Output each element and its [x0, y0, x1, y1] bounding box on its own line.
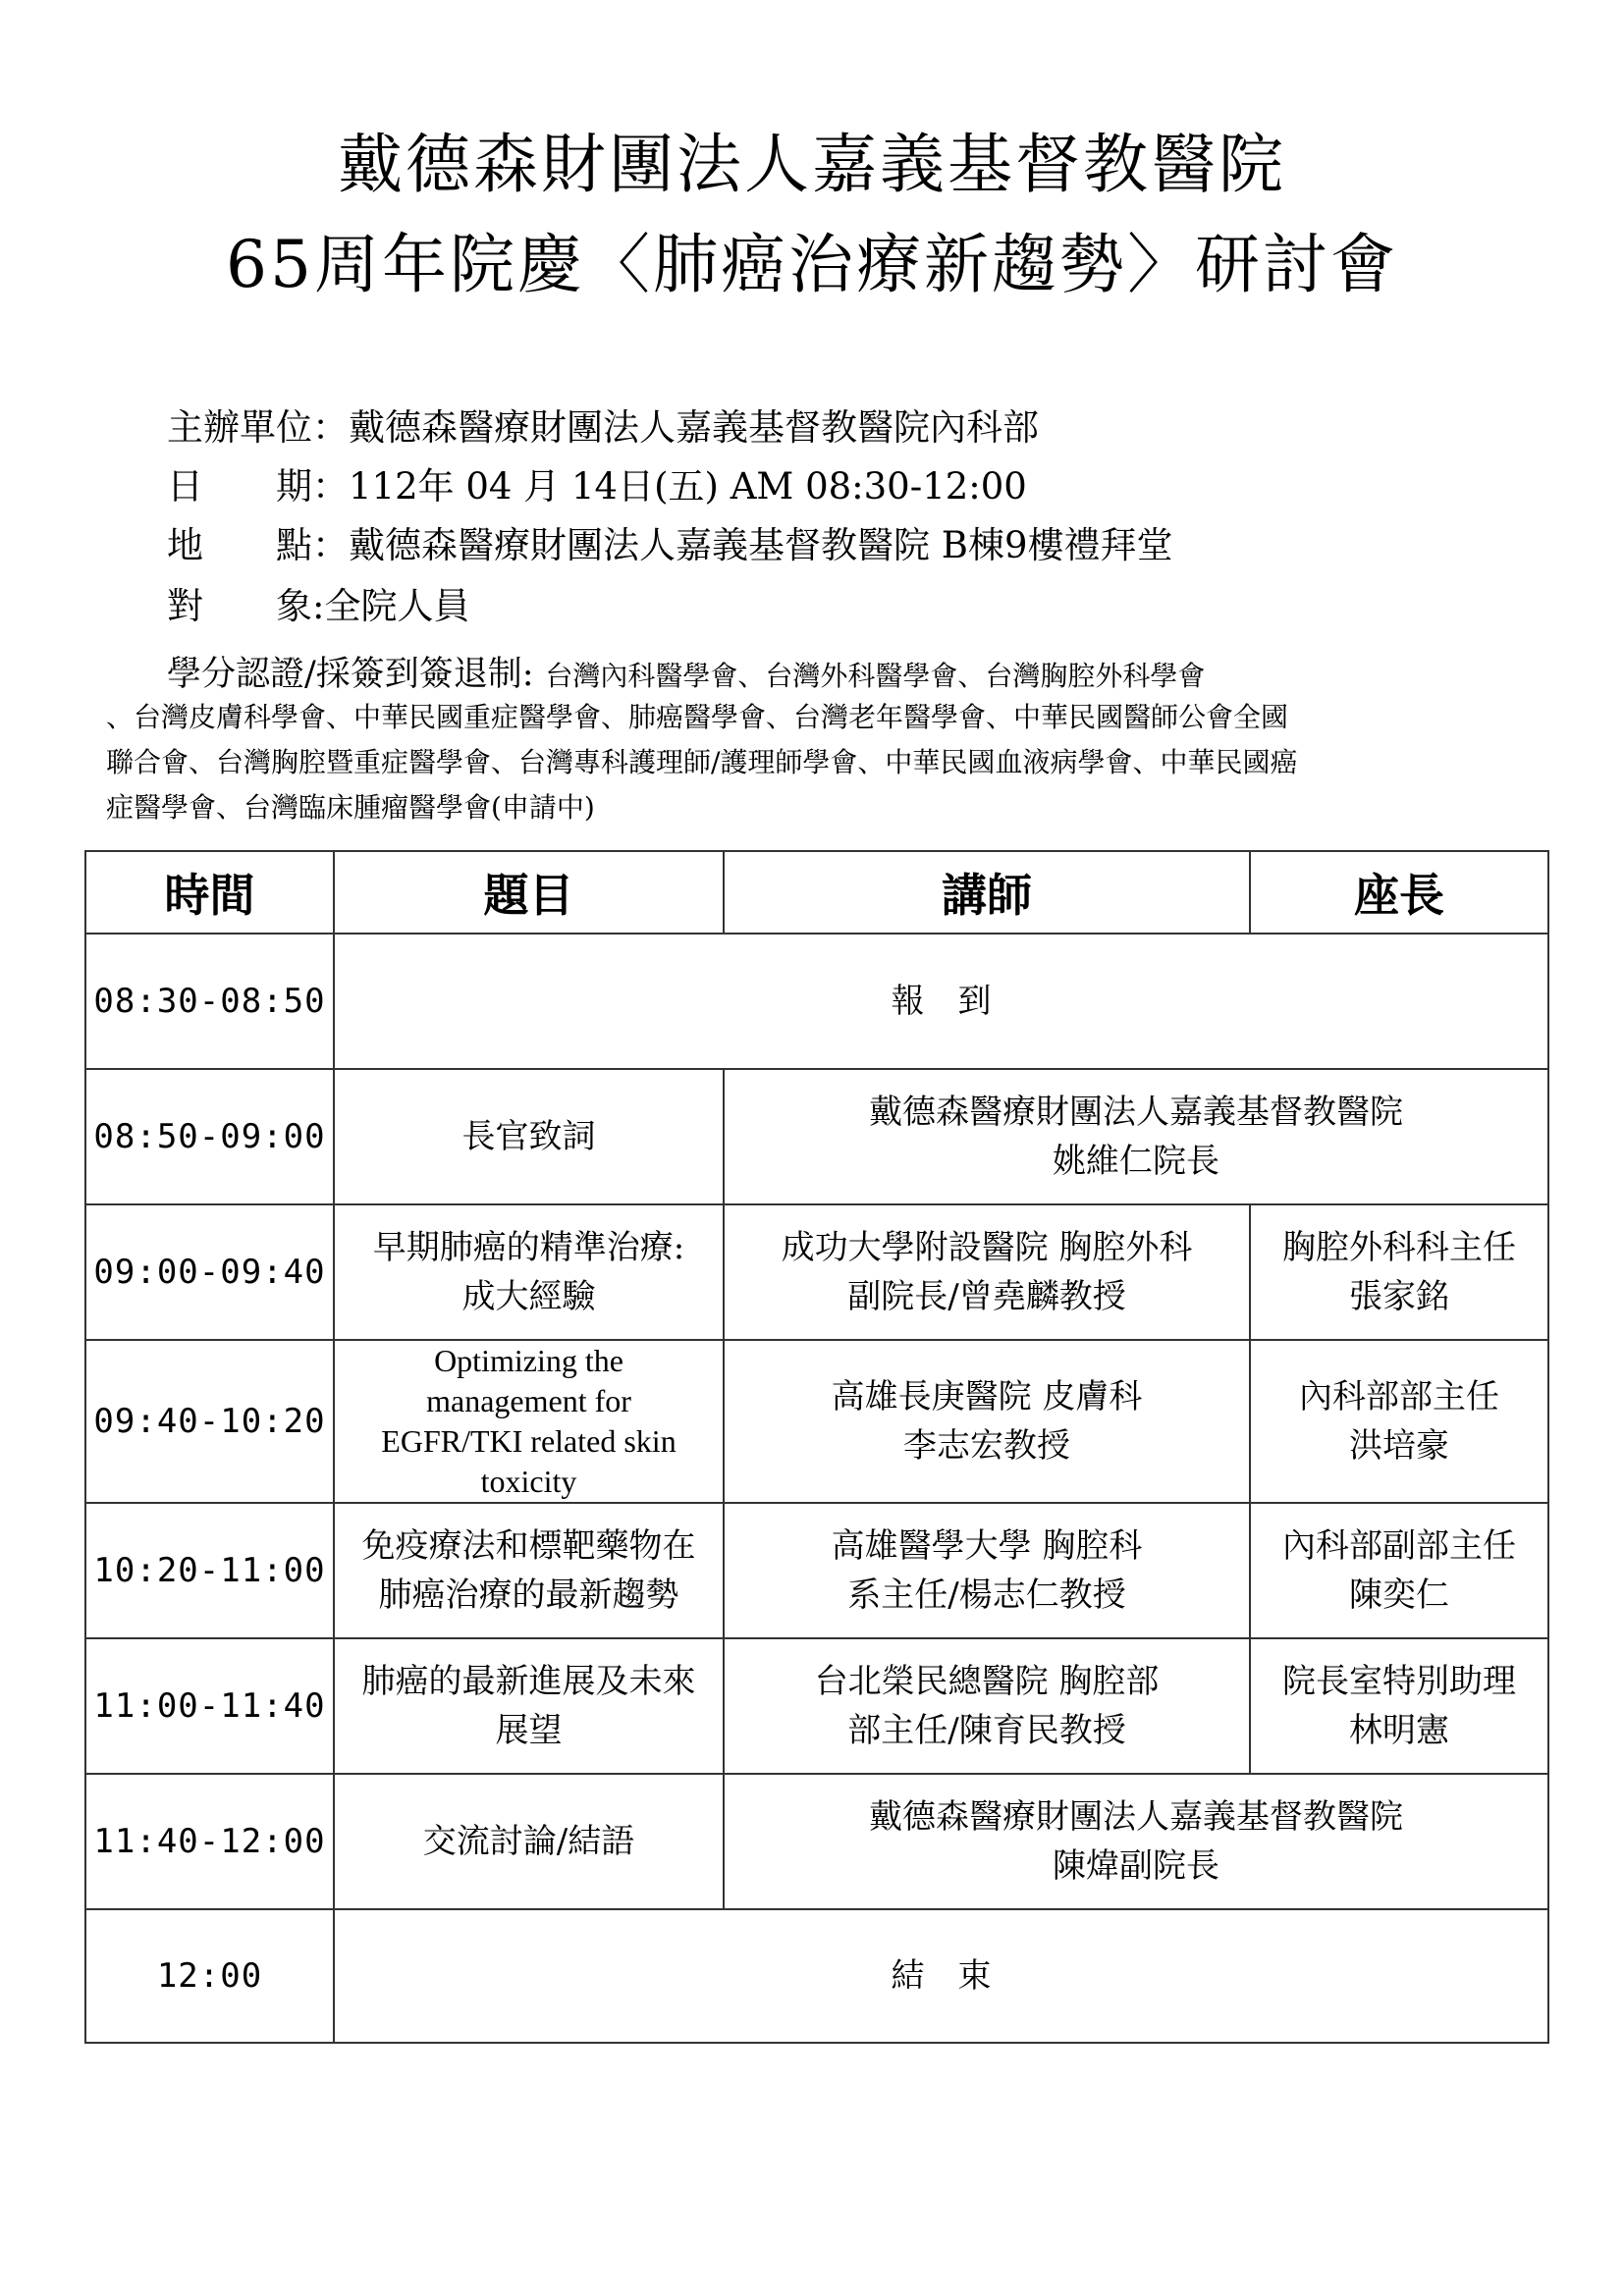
speaker-line: 李志宏教授 — [903, 1426, 1070, 1466]
speaker-cell — [724, 1204, 1250, 1340]
credit-line-4: 症醫學會、台灣臨床腫瘤醫學會(申請中) — [106, 791, 595, 824]
speaker-line: 戴德森醫療財團法人嘉義基督教醫院 — [869, 1797, 1403, 1837]
header-chair: 座長 — [1250, 851, 1548, 934]
chair-cell — [1250, 1340, 1548, 1503]
speaker-merged-cell — [724, 1069, 1548, 1204]
time-cell: 12:00 — [85, 1909, 334, 2043]
credit-line-1: 台灣內科醫學會、台灣外科醫學會、台灣胸腔外科學會 — [545, 660, 1206, 692]
speaker-line: 高雄長庚醫院 皮膚科 — [831, 1377, 1143, 1416]
chair-line: 內科部副部主任 — [1282, 1526, 1516, 1566]
time-cell: 11:00-11:40 — [85, 1638, 334, 1774]
topic-line: 免疫療法和標靶藥物在 — [361, 1526, 696, 1566]
speaker-merged-cell — [724, 1774, 1548, 1909]
table-row — [85, 1774, 1548, 1909]
host-row — [167, 402, 1039, 454]
chair-line: 陳奕仁 — [1349, 1575, 1449, 1615]
time-cell: 09:00-09:40 — [85, 1204, 334, 1340]
table-row — [85, 1069, 1548, 1204]
chair-cell — [1250, 1503, 1548, 1638]
time-cell: 09:40-10:20 — [85, 1340, 334, 1503]
topic-cell — [334, 1340, 724, 1503]
credit-row — [167, 648, 1205, 702]
date-row — [167, 461, 1027, 512]
table-row — [85, 1638, 1548, 1774]
date-value: 112年 04 月 14日(五) AM 08:30-12:00 — [349, 465, 1027, 507]
topic-line: management for — [426, 1383, 631, 1418]
topic-cell — [334, 1638, 724, 1774]
schedule-table — [84, 850, 1549, 2044]
topic-line: EGFR/TKI related skin — [381, 1423, 677, 1459]
speaker-line: 成功大學附設醫院 胸腔外科 — [781, 1228, 1193, 1267]
date-label: 日 期： — [167, 465, 349, 507]
document-title-line1: 戴德森財團法人嘉義基督教醫院 — [338, 127, 1286, 202]
chair-line: 洪培豪 — [1349, 1426, 1449, 1466]
registration-cell: 報 到 — [334, 934, 1548, 1069]
time-cell: 11:40-12:00 — [85, 1774, 334, 1909]
time-cell: 08:50-09:00 — [85, 1069, 334, 1204]
topic-line: 交流討論/結語 — [422, 1822, 635, 1861]
topic-line: 肺癌的最新進展及未來 — [361, 1662, 696, 1701]
topic-line: 展望 — [495, 1711, 563, 1750]
topic-line: toxicity — [480, 1464, 577, 1499]
chair-line: 林明憲 — [1349, 1711, 1449, 1750]
audience-row — [167, 581, 469, 632]
topic-cell — [334, 1069, 724, 1204]
topic-cell — [334, 1503, 724, 1638]
table-row — [85, 934, 1548, 1069]
chair-line: 院長室特別助理 — [1282, 1662, 1516, 1701]
speaker-cell — [724, 1638, 1250, 1774]
host-value: 戴德森醫療財團法人嘉義基督教醫院內科部 — [349, 406, 1039, 449]
place-value: 戴德森醫療財團法人嘉義基督教醫院 B棟9樓禮拜堂 — [349, 524, 1173, 566]
place-row — [167, 520, 1173, 571]
table-header-row — [85, 851, 1548, 934]
speaker-line: 台北榮民總醫院 胸腔部 — [814, 1662, 1160, 1701]
speaker-line: 部主任/陳育民教授 — [847, 1711, 1126, 1750]
speaker-line: 系主任/楊志仁教授 — [847, 1575, 1126, 1615]
topic-cell — [334, 1774, 724, 1909]
table-row — [85, 1909, 1548, 2043]
header-time: 時間 — [85, 851, 334, 934]
chair-line: 內科部部主任 — [1299, 1377, 1499, 1416]
speaker-cell — [724, 1503, 1250, 1638]
time-cell: 08:30-08:50 — [85, 934, 334, 1069]
speaker-cell — [724, 1340, 1250, 1503]
place-label: 地 點： — [167, 524, 349, 566]
speaker-line: 高雄醫學大學 胸腔科 — [831, 1526, 1143, 1566]
audience-label: 對 象: — [167, 585, 325, 627]
chair-line: 張家銘 — [1349, 1277, 1449, 1316]
time-cell: 10:20-11:00 — [85, 1503, 334, 1638]
topic-line: 長官致詞 — [461, 1117, 596, 1156]
speaker-line: 陳煒副院長 — [1053, 1846, 1219, 1886]
end-cell: 結 束 — [334, 1909, 1548, 2043]
table-row — [85, 1340, 1548, 1503]
credit-line-3: 聯合會、台灣胸腔暨重症醫學會、台灣專科護理師/護理師學會、中華民國血液病學會、中華民國癌 — [106, 746, 1298, 778]
credit-label: 學分認證/採簽到簽退制: — [167, 655, 534, 694]
topic-line: 成大經驗 — [461, 1277, 596, 1316]
topic-line: 早期肺癌的精準治療: — [372, 1228, 685, 1267]
credit-line-2: 、台灣皮膚科學會、中華民國重症醫學會、肺癌醫學會、台灣老年醫學會、中華民國醫師公會全國 — [106, 701, 1289, 733]
header-topic: 題目 — [334, 851, 724, 934]
table-row — [85, 1503, 1548, 1638]
header-speaker: 講師 — [724, 851, 1250, 934]
host-label: 主辦單位： — [167, 406, 349, 449]
topic-cell — [334, 1204, 724, 1340]
topic-line: Optimizing the — [434, 1343, 623, 1378]
speaker-line: 姚維仁院長 — [1053, 1142, 1219, 1181]
audience-value: 全院人員 — [324, 585, 470, 627]
table-row — [85, 1204, 1548, 1340]
topic-line: 肺癌治療的最新趨勢 — [378, 1575, 679, 1615]
chair-line: 胸腔外科科主任 — [1282, 1228, 1516, 1267]
speaker-line: 戴德森醫療財團法人嘉義基督教醫院 — [869, 1093, 1403, 1132]
document-title-line2: 65周年院慶〈肺癌治療新趨勢〉研討會 — [226, 227, 1398, 302]
speaker-line: 副院長/曾堯麟教授 — [847, 1277, 1126, 1316]
chair-cell — [1250, 1204, 1548, 1340]
chair-cell — [1250, 1638, 1548, 1774]
